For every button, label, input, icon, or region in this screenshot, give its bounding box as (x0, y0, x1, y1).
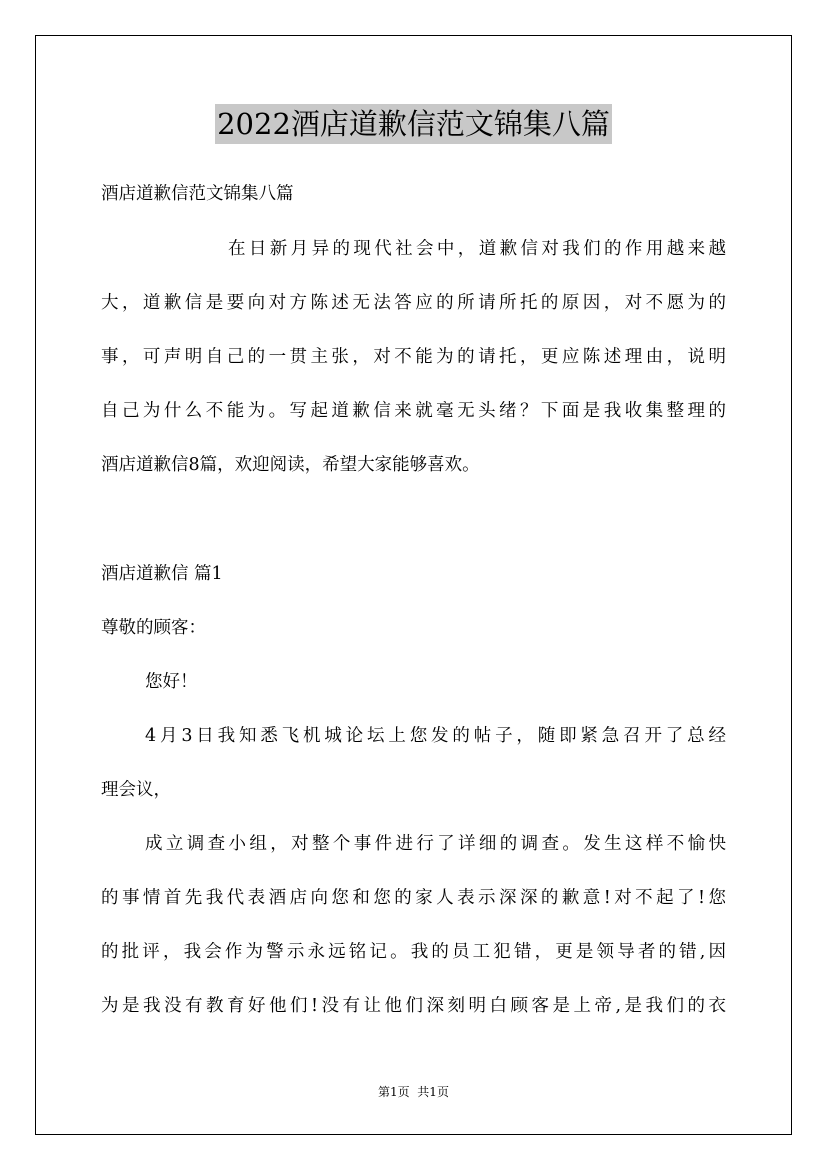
para2-line-1: 成立调查小组，对整个事件进行了详细的调查。发生这样不愉快 (145, 834, 726, 854)
section-heading: 酒店道歉信 篇1 (101, 564, 223, 584)
intro-line-3: 事，可声明自己的一贯主张，对不能为的请托，更应陈述理由，说明 (101, 347, 726, 367)
salutation: 尊敬的顾客： (101, 618, 206, 638)
title-container (0, 104, 827, 144)
page-number-label: 第1页 共1页 (378, 1085, 449, 1099)
para2-line-4: 为是我没有教育好他们!没有让他们深刻明白顾客是上帝,是我们的衣 (101, 996, 726, 1016)
intro-line-4: 自己为什么不能为。写起道歉信来就毫无头绪？下面是我收集整理的 (101, 401, 726, 421)
intro-line-2: 大，道歉信是要向对方陈述无法答应的所请所托的原因，对不愿为的 (101, 293, 726, 313)
document-title: 2022酒店道歉信范文锦集八篇 (215, 104, 612, 144)
document-subtitle: 酒店道歉信范文锦集八篇 (101, 184, 294, 204)
para1-line-1: 4月3日我知悉飞机城论坛上您发的帖子，随即紧急召开了总经 (145, 726, 726, 746)
greeting: 您好！ (145, 672, 198, 692)
page-footer (0, 1084, 827, 1100)
para1-line-2: 理会议， (101, 780, 171, 800)
para2-line-3: 的批评，我会作为警示永远铭记。我的员工犯错，更是领导者的错,因 (101, 942, 726, 962)
intro-line-5: 酒店道歉信8篇，欢迎阅读，希望大家能够喜欢。 (101, 455, 480, 475)
intro-line-1: 在日新月异的现代社会中，道歉信对我们的作用越来越 (228, 239, 726, 259)
para2-line-2: 的事情首先我代表酒店向您和您的家人表示深深的歉意!对不起了!您 (101, 888, 726, 908)
